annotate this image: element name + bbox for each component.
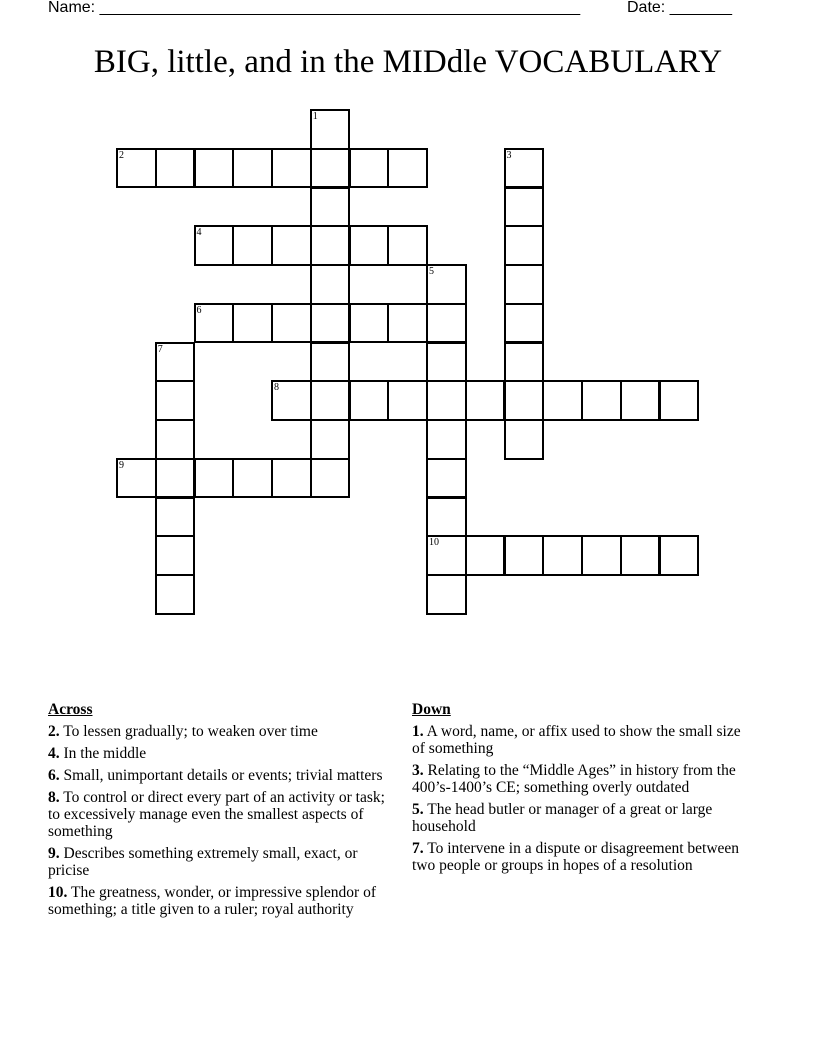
- grid-cell[interactable]: [426, 497, 467, 538]
- grid-cell[interactable]: [504, 148, 545, 189]
- clue-number-label: 2: [119, 149, 124, 161]
- grid-cell[interactable]: [581, 380, 622, 421]
- clue-text: To lessen gradually; to weaken over time: [63, 723, 318, 740]
- grid-cell[interactable]: [310, 225, 351, 266]
- clue-text: The head butler or manager of a great or large household: [412, 801, 713, 835]
- grid-cell[interactable]: [426, 419, 467, 460]
- clue-down-7: [412, 840, 742, 874]
- clue-across-4: [48, 745, 393, 762]
- grid-cell[interactable]: [232, 225, 273, 266]
- clue-number-label: 3: [506, 149, 512, 161]
- clue-number: 7.: [412, 840, 424, 857]
- clue-number: 5.: [412, 801, 424, 818]
- clue-number: 8.: [48, 789, 60, 806]
- clue-text: In the middle: [63, 745, 147, 762]
- clue-number: 10.: [48, 884, 68, 901]
- name-field[interactable]: Name: ______________________________________________________: [48, 0, 581, 16]
- clue-down-5: [412, 801, 742, 835]
- grid-cell[interactable]: [620, 380, 661, 421]
- grid-cell[interactable]: [349, 225, 390, 266]
- grid-cell[interactable]: [232, 303, 273, 344]
- grid-cell[interactable]: [465, 535, 506, 576]
- clue-text: To intervene in a dispute or disagreement between two people or groups in hopes of a resolution: [412, 840, 740, 874]
- grid-cell[interactable]: [387, 225, 428, 266]
- grid-cell[interactable]: [271, 458, 312, 499]
- grid-cell[interactable]: [426, 303, 467, 344]
- clue-number-label: 8: [274, 382, 279, 394]
- grid-cell[interactable]: [387, 148, 428, 189]
- grid-cell[interactable]: [426, 264, 467, 305]
- clue-across-6: [48, 767, 393, 784]
- grid-cell[interactable]: [194, 225, 235, 266]
- grid-cell[interactable]: [504, 419, 545, 460]
- grid-cell[interactable]: [194, 458, 235, 499]
- grid-cell[interactable]: [426, 535, 467, 576]
- clue-text: Describes something extremely small, exact, or pricise: [48, 845, 358, 879]
- grid-cell[interactable]: [271, 380, 312, 421]
- grid-cell[interactable]: [504, 264, 545, 305]
- clue-number: 3.: [412, 762, 424, 779]
- clue-number: 9.: [48, 845, 60, 862]
- clue-across-2: [48, 723, 393, 740]
- grid-cell[interactable]: [504, 380, 545, 421]
- grid-cell[interactable]: [155, 148, 196, 189]
- grid-cell[interactable]: [349, 380, 390, 421]
- grid-cell[interactable]: [155, 574, 196, 615]
- grid-cell[interactable]: [310, 148, 351, 189]
- clue-number-label: 1: [312, 111, 318, 122]
- clue-number-label: 7: [157, 343, 163, 355]
- across-clues: [48, 701, 393, 923]
- grid-cell[interactable]: [349, 303, 390, 344]
- grid-cell[interactable]: [581, 535, 622, 576]
- grid-cell[interactable]: [271, 225, 312, 266]
- grid-cell[interactable]: [155, 380, 196, 421]
- grid-cell[interactable]: [155, 497, 196, 538]
- clue-down-3: [412, 762, 742, 796]
- down-clues: [412, 701, 742, 879]
- grid-cell[interactable]: [465, 380, 506, 421]
- grid-cell[interactable]: [349, 148, 390, 189]
- clue-number: 1.: [412, 723, 424, 740]
- clue-text: Small, unimportant details or events; trivial matters: [63, 767, 383, 784]
- clue-across-9: [48, 845, 393, 879]
- date-field[interactable]: Date: _______: [627, 0, 732, 16]
- grid-cell[interactable]: [232, 148, 273, 189]
- clue-text: To control or direct every part of an activity or task; to excessively manage even the smallest aspects of something: [48, 789, 385, 840]
- clue-text: The greatness, wonder, or impressive splendor of something; a title given to a ruler; royal authority: [48, 884, 376, 918]
- grid-cell[interactable]: [542, 535, 583, 576]
- grid-cell[interactable]: [659, 380, 700, 421]
- grid-cell[interactable]: [659, 535, 700, 576]
- grid-cell[interactable]: [426, 458, 467, 499]
- grid-cell[interactable]: [504, 342, 545, 383]
- page-title: BIG, little, and in the MIDdle VOCABULARY: [93, 44, 723, 80]
- grid-cell[interactable]: [155, 419, 196, 460]
- grid-cell[interactable]: [387, 380, 428, 421]
- grid-cell[interactable]: [426, 574, 467, 615]
- grid-cell[interactable]: [310, 187, 351, 228]
- clue-number-label: 5: [429, 266, 434, 277]
- grid-cell[interactable]: [310, 419, 351, 460]
- grid-cell[interactable]: [271, 303, 312, 344]
- grid-cell[interactable]: [310, 458, 351, 499]
- clue-number: 4.: [48, 745, 60, 762]
- clue-down-1: [412, 723, 742, 757]
- grid-cell[interactable]: [116, 148, 157, 189]
- grid-cell[interactable]: [310, 303, 351, 344]
- grid-cell[interactable]: [426, 380, 467, 421]
- clue-number: 6.: [48, 767, 60, 784]
- grid-cell[interactable]: [116, 458, 157, 499]
- down-heading: Down: [412, 701, 451, 718]
- grid-cell[interactable]: [426, 342, 467, 383]
- grid-cell[interactable]: [310, 380, 351, 421]
- grid-cell[interactable]: [504, 187, 545, 228]
- clue-number-label: 9: [119, 459, 124, 471]
- grid-cell[interactable]: [620, 535, 661, 576]
- clue-text: Relating to the “Middle Ages” in history from the 400’s-1400’s CE; something overly outdated: [412, 762, 736, 796]
- clue-across-10: [48, 884, 393, 918]
- clue-across-8: [48, 789, 393, 840]
- grid-cell[interactable]: [504, 535, 545, 576]
- clue-number-label: 4: [196, 227, 202, 239]
- grid-cell[interactable]: [271, 148, 312, 189]
- grid-cell[interactable]: [155, 535, 196, 576]
- grid-cell[interactable]: [504, 303, 545, 344]
- clue-number-label: 6: [196, 304, 202, 316]
- clue-text: A word, name, or affix used to show the small size of something: [412, 723, 741, 757]
- clue-number-label: 10: [429, 537, 439, 549]
- across-heading: Across: [48, 701, 93, 718]
- grid-cell[interactable]: [155, 458, 196, 499]
- grid-cell[interactable]: [194, 148, 235, 189]
- grid-cell[interactable]: [155, 342, 196, 383]
- clue-number: 2.: [48, 723, 60, 740]
- grid-cell[interactable]: [387, 303, 428, 344]
- grid-cell[interactable]: [542, 380, 583, 421]
- grid-cell[interactable]: [310, 109, 351, 150]
- grid-cell[interactable]: [232, 458, 273, 499]
- grid-cell[interactable]: [504, 225, 545, 266]
- grid-cell[interactable]: [194, 303, 235, 344]
- grid-cell[interactable]: [310, 342, 351, 383]
- grid-cell[interactable]: [310, 264, 351, 305]
